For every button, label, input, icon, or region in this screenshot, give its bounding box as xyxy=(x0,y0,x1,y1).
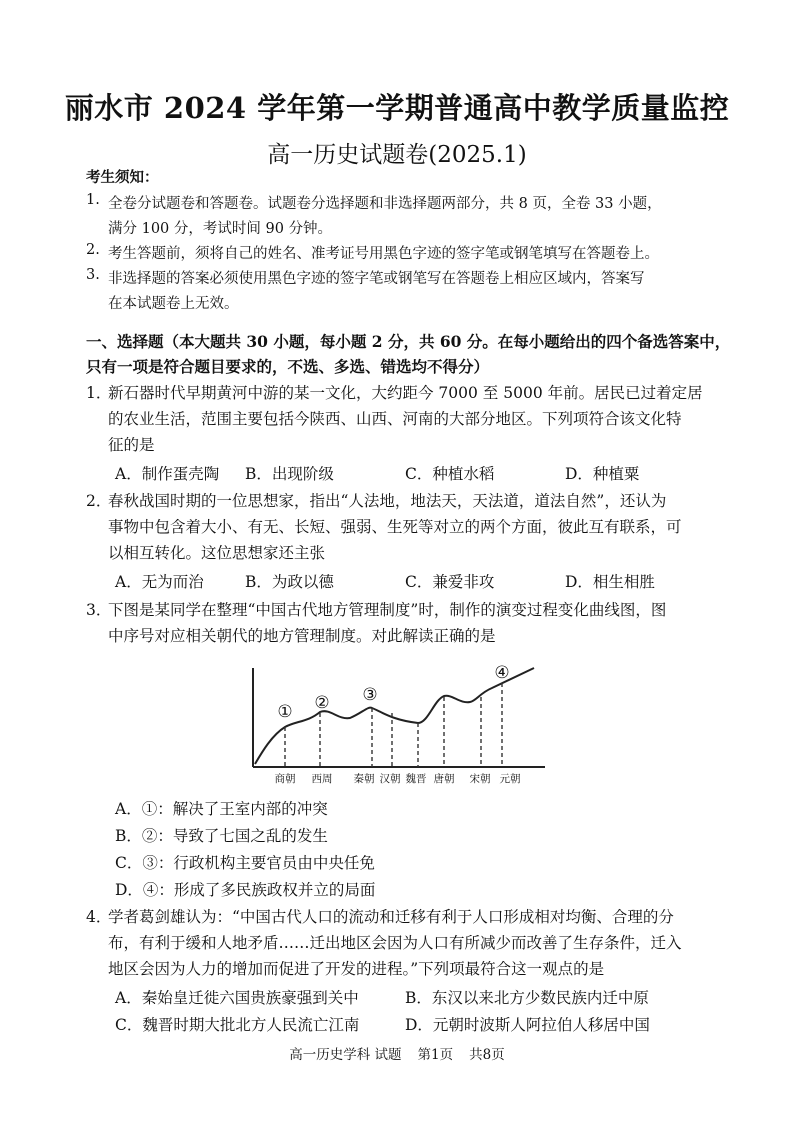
question-1-option-b[interactable]: B．出现阶级 xyxy=(245,465,334,483)
question-2-option-a[interactable]: A．无为而治 xyxy=(115,573,204,591)
question-2-number: 2． xyxy=(86,492,112,510)
footer-subject: 高一历史学科 试题 xyxy=(289,1047,402,1063)
question-2-option-c[interactable]: C．兼爱非攻 xyxy=(405,573,495,591)
question-2-line-1: 春秋战国时期的一位思想家，指出“人法地，地法天，天法道，道法自然”，还认为 xyxy=(108,492,667,510)
page-footer xyxy=(0,1043,794,1063)
question-3-option-b[interactable]: B．②：导致了七国之乱的发生 xyxy=(115,827,328,845)
marker-1: ① xyxy=(277,702,293,722)
dynasty-label-yuan: 元朝 xyxy=(499,773,521,785)
question-4-line-1: 学者葛剑雄认为：“中国古代人口的流动和迁移有利于人口形成相对均衡、合理的分 xyxy=(108,908,674,926)
question-1-line-3: 征的是 xyxy=(108,436,155,454)
section-heading-line-2: 只有一项是符合题目要求的，不选、多选、错选均不得分） xyxy=(86,357,490,376)
question-4-line-2: 布，有利于缓和人地矛盾……迁出地区会因为人口有所减少而改善了生存条件，迁入 xyxy=(108,934,682,952)
notice-item-1-line-2: 满分 100 分，考试时间 90 分钟。 xyxy=(108,221,333,237)
question-4-option-c[interactable]: C．魏晋时期大批北方人民流亡江南 xyxy=(115,1016,360,1034)
notice-item-1-line-1: 全卷分试题卷和答题卷。试题卷分选择题和非选择题两部分，共 8 页，全卷 33 小题， xyxy=(108,196,662,212)
exam-title: 丽水市 2024 学年第一学期普通高中教学质量监控 xyxy=(64,91,730,125)
section-heading-line-1: 一、选择题（本大题共 30 小题，每小题 2 分，共 60 分。在每小题给出的四个备选答案中， xyxy=(86,332,731,351)
evolution-curve xyxy=(255,668,534,764)
notice-item-3-num: 3. xyxy=(86,267,100,283)
notice-heading: 考生须知： xyxy=(86,169,159,186)
question-2-option-b[interactable]: B．为政以德 xyxy=(245,573,334,591)
dynasty-label-weijin: 魏晋 xyxy=(405,773,427,785)
question-2-line-2: 事物中包含着大小、有无、长短、强弱、生死等对立的两个方面，彼此互有联系，可 xyxy=(108,518,682,536)
question-1-number: 1． xyxy=(86,384,112,402)
question-1-option-d[interactable]: D．种植粟 xyxy=(565,465,640,483)
question-3-option-c[interactable]: C．③：行政机构主要官员由中央任免 xyxy=(115,854,375,872)
footer-total: 共8页 xyxy=(469,1047,505,1063)
notice-item-2-num: 2. xyxy=(86,242,100,258)
marker-3: ③ xyxy=(362,685,378,705)
dynasty-label-xizhou: 西周 xyxy=(311,773,333,785)
notice-item-3-line-2: 在本试题卷上无效。 xyxy=(108,296,239,312)
question-4-option-d[interactable]: D．元朝时波斯人阿拉伯人移居中国 xyxy=(405,1016,650,1034)
question-3-option-a[interactable]: A．①：解决了王室内部的冲突 xyxy=(115,800,328,818)
marker-2: ② xyxy=(314,693,330,713)
question-4-line-3: 地区会因为人力的增加而促进了开发的进程。”下列项最符合这一观点的是 xyxy=(108,960,605,978)
dynasty-label-tang: 唐朝 xyxy=(433,773,455,785)
question-2-line-3: 以相互转化。这位思想家还主张 xyxy=(108,544,326,562)
notice-item-3-line-1: 非选择题的答案必须使用黑色字迹的签字笔或钢笔写在答题卷上相应区域内，答案写 xyxy=(108,271,645,287)
question-3-line-2: 中序号对应相关朝代的地方管理制度。对此解读正确的是 xyxy=(108,627,496,645)
exam-subtitle: 高一历史试题卷(2025.1) xyxy=(267,142,527,168)
question-1-line-1: 新石器时代早期黄河中游的某一文化，大约距今 7000 至 5000 年前。居民已过着定居 xyxy=(108,384,703,402)
question-1-line-2: 的农业生活，范围主要包括今陕西、山西、河南的大部分地区。下列项符合该文化特 xyxy=(108,410,682,428)
question-2-option-d[interactable]: D．相生相胜 xyxy=(565,573,655,591)
dynasty-label-shang: 商朝 xyxy=(274,773,296,785)
dynasty-label-song: 宋朝 xyxy=(469,773,491,785)
question-1-option-a[interactable]: A．制作蛋壳陶 xyxy=(115,465,220,483)
question-3-line-1: 下图是某同学在整理“中国古代地方管理制度”时，制作的演变过程变化曲线图，图 xyxy=(108,601,667,619)
notice-item-1-num: 1. xyxy=(86,192,100,208)
notice-item-2-line-1: 考生答题前，须将自己的姓名、准考证号用黑色字迹的签字笔或钢笔填写在答题卷上。 xyxy=(108,246,659,262)
question-4-option-a[interactable]: A．秦始皇迁徙六国贵族豪强到关中 xyxy=(115,989,359,1007)
question-3-option-d[interactable]: D．④：形成了多民族政权并立的局面 xyxy=(115,881,376,899)
question-4-option-b[interactable]: B．东汉以来北方少数民族内迁中原 xyxy=(405,989,649,1007)
marker-4: ④ xyxy=(494,663,510,683)
dynasty-label-qin: 秦朝 xyxy=(353,773,375,785)
footer-page: 第1页 xyxy=(417,1047,454,1063)
question-1-option-c[interactable]: C．种植水稻 xyxy=(405,465,495,483)
question-4-number: 4． xyxy=(86,908,112,926)
question-3-number: 3． xyxy=(86,601,112,619)
dynasty-label-han: 汉朝 xyxy=(379,773,401,785)
